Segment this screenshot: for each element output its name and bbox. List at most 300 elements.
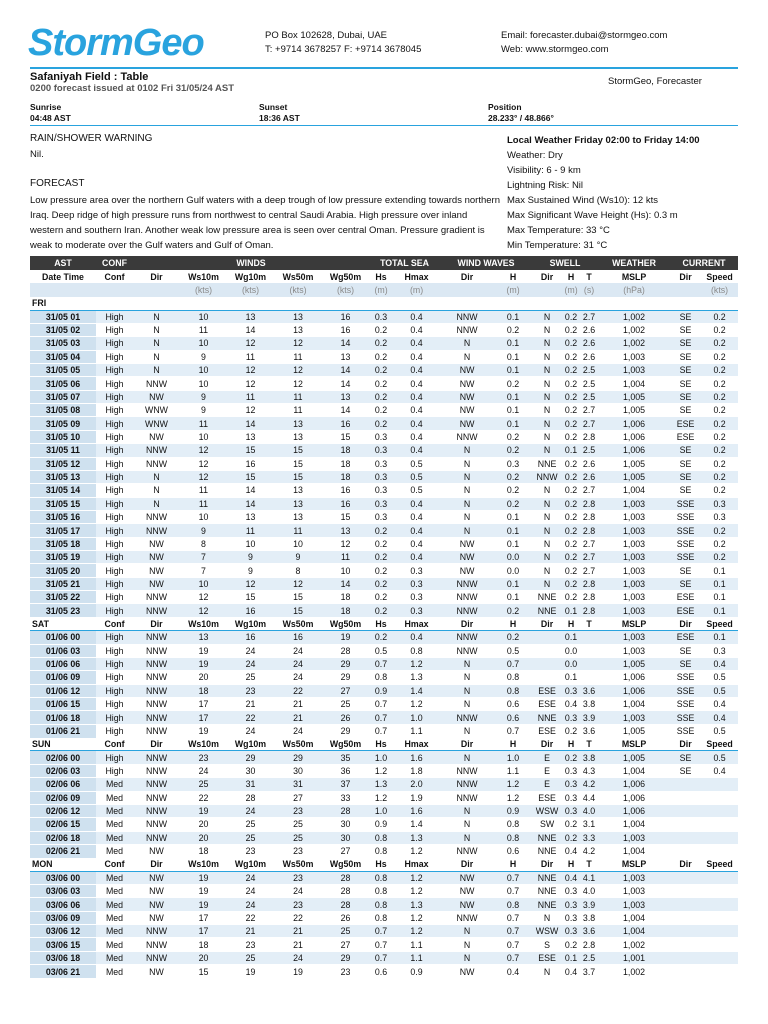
table-cell: 1,003 bbox=[598, 871, 670, 884]
table-cell: WSW bbox=[532, 925, 562, 938]
column-header: Date Time bbox=[42, 271, 84, 282]
group-header: CURRENT bbox=[670, 256, 738, 270]
table-cell: High bbox=[96, 310, 133, 323]
table-cell: NW bbox=[133, 551, 180, 564]
table-cell: High bbox=[96, 377, 133, 390]
day-label: SAT bbox=[32, 618, 49, 629]
unit-cell bbox=[670, 283, 701, 296]
table-cell: 13 bbox=[274, 484, 322, 497]
table-cell: 27 bbox=[322, 938, 369, 951]
table-cell: 28 bbox=[322, 885, 369, 898]
table-cell bbox=[670, 925, 701, 938]
table-cell: 1,004 bbox=[598, 911, 670, 924]
table-cell: 31/05 13 bbox=[30, 470, 96, 483]
column-header: Conf bbox=[104, 859, 125, 870]
table-cell: NNW bbox=[440, 644, 494, 657]
table-cell: 0.4 bbox=[393, 377, 440, 390]
table-cell: 26 bbox=[322, 911, 369, 924]
table-cell: 3.8 bbox=[580, 751, 598, 764]
table-cell: NNE bbox=[532, 711, 562, 724]
column-header: Dir bbox=[150, 271, 163, 282]
table-cell: 13 bbox=[227, 510, 274, 523]
table-cell: 13 bbox=[227, 310, 274, 323]
table-cell: 12 bbox=[227, 337, 274, 350]
table-cell: 17 bbox=[180, 711, 227, 724]
table-cell: 15 bbox=[227, 444, 274, 457]
table-cell: High bbox=[96, 497, 133, 510]
table-cell: 0.5 bbox=[393, 484, 440, 497]
table-cell: 31 bbox=[274, 778, 322, 791]
table-cell: NNW bbox=[133, 764, 180, 777]
table-cell: 2.6 bbox=[580, 323, 598, 336]
column-header: Hmax bbox=[404, 271, 429, 282]
table-cell: N bbox=[440, 470, 494, 483]
table-cell: 1,003 bbox=[598, 350, 670, 363]
table-cell: 25 bbox=[322, 698, 369, 711]
table-cell: NNW bbox=[133, 791, 180, 804]
table-cell bbox=[701, 885, 738, 898]
table-cell: 1,003 bbox=[598, 510, 670, 523]
table-cell bbox=[701, 951, 738, 964]
unit-cell: (hPa) bbox=[598, 283, 670, 296]
table-cell: 0.8 bbox=[369, 844, 393, 857]
table-cell: 1,003 bbox=[598, 577, 670, 590]
table-cell: 28 bbox=[322, 871, 369, 884]
table-cell: N bbox=[532, 364, 562, 377]
day-header-row bbox=[30, 858, 738, 871]
table-cell: Med bbox=[96, 871, 133, 884]
table-cell: 12 bbox=[227, 404, 274, 417]
day-header-row bbox=[30, 297, 738, 310]
table-cell: 30 bbox=[274, 764, 322, 777]
table-cell: NNW bbox=[133, 751, 180, 764]
table-cell: NNE bbox=[532, 457, 562, 470]
table-cell bbox=[701, 938, 738, 951]
table-cell: 0.3 bbox=[562, 711, 580, 724]
table-cell: 7 bbox=[180, 551, 227, 564]
table-cell: 0.2 bbox=[562, 390, 580, 403]
table-cell: WNW bbox=[133, 404, 180, 417]
table-cell: 1,004 bbox=[598, 764, 670, 777]
table-cell bbox=[580, 644, 598, 657]
table-cell: 2.8 bbox=[580, 510, 598, 523]
table-cell: 24 bbox=[274, 644, 322, 657]
table-cell: 0.2 bbox=[562, 831, 580, 844]
table-cell: NW bbox=[440, 871, 494, 884]
table-cell: 01/06 00 bbox=[30, 631, 96, 644]
table-cell: NNW bbox=[440, 844, 494, 857]
table-cell: NW bbox=[133, 577, 180, 590]
table-cell: 0.4 bbox=[393, 551, 440, 564]
table-cell: 0.6 bbox=[494, 711, 532, 724]
table-cell: 22 bbox=[274, 911, 322, 924]
table-cell: 0.1 bbox=[494, 404, 532, 417]
table-cell: 21 bbox=[274, 925, 322, 938]
table-cell: 0.4 bbox=[393, 430, 440, 443]
table-cell: High bbox=[96, 524, 133, 537]
table-cell: 23 bbox=[274, 804, 322, 817]
table-cell: 2.8 bbox=[580, 497, 598, 510]
table-cell: SE bbox=[670, 751, 701, 764]
table-cell: 0.4 bbox=[393, 404, 440, 417]
table-cell: 15 bbox=[274, 604, 322, 617]
table-cell: 0.1 bbox=[494, 537, 532, 550]
column-header: T bbox=[586, 618, 592, 629]
table-cell: SSE bbox=[670, 497, 701, 510]
column-header: Wg10m bbox=[234, 618, 267, 629]
table-cell: 9 bbox=[180, 350, 227, 363]
table-cell: 0.2 bbox=[369, 631, 393, 644]
table-cell: SSE bbox=[670, 684, 701, 697]
table-cell: 22 bbox=[227, 711, 274, 724]
table-cell: 24 bbox=[274, 951, 322, 964]
column-header: Hmax bbox=[404, 618, 429, 629]
table-cell: NNW bbox=[133, 684, 180, 697]
table-cell: 0.3 bbox=[393, 577, 440, 590]
table-cell: 0.3 bbox=[369, 444, 393, 457]
table-cell: 0.2 bbox=[701, 444, 738, 457]
table-cell: 17 bbox=[180, 925, 227, 938]
table-cell: 31/05 04 bbox=[30, 350, 96, 363]
table-cell: 0.2 bbox=[369, 591, 393, 604]
table-row bbox=[30, 337, 738, 350]
column-header: H bbox=[567, 618, 575, 629]
table-cell: N bbox=[440, 698, 494, 711]
table-cell: S bbox=[532, 938, 562, 951]
table-cell: 0.8 bbox=[369, 671, 393, 684]
table-cell: 03/06 21 bbox=[30, 965, 96, 978]
table-cell: 15 bbox=[274, 591, 322, 604]
table-cell: 23 bbox=[227, 938, 274, 951]
group-header-row bbox=[30, 256, 738, 270]
table-row bbox=[30, 938, 738, 951]
column-header: Conf bbox=[104, 618, 125, 629]
email-link[interactable]: Email: forecaster.dubai@stormgeo.com bbox=[501, 30, 668, 41]
table-cell: 1,005 bbox=[598, 724, 670, 737]
table-cell: NNE bbox=[532, 844, 562, 857]
day-header-row bbox=[30, 617, 738, 630]
table-cell: 15 bbox=[274, 470, 322, 483]
table-cell: 0.2 bbox=[369, 551, 393, 564]
table-cell: SSE bbox=[670, 724, 701, 737]
table-cell: 31/05 17 bbox=[30, 524, 96, 537]
table-cell: SE bbox=[670, 310, 701, 323]
table-cell: N bbox=[532, 965, 562, 978]
column-header: Dir bbox=[540, 618, 554, 629]
table-cell: 10 bbox=[180, 510, 227, 523]
table-cell: 01/06 15 bbox=[30, 698, 96, 711]
table-cell: 0.2 bbox=[494, 377, 532, 390]
table-cell: 0.2 bbox=[369, 350, 393, 363]
table-cell: 02/06 06 bbox=[30, 778, 96, 791]
table-cell bbox=[670, 965, 701, 978]
table-cell: 1,003 bbox=[598, 604, 670, 617]
table-cell: SSE bbox=[670, 671, 701, 684]
column-header: Wg50m bbox=[329, 859, 362, 870]
table-cell: 4.2 bbox=[580, 844, 598, 857]
table-row bbox=[30, 364, 738, 377]
table-cell: High bbox=[96, 657, 133, 670]
table-row bbox=[30, 684, 738, 697]
table-cell: 1,003 bbox=[598, 831, 670, 844]
table-cell: 0.2 bbox=[562, 551, 580, 564]
table-cell: 01/06 03 bbox=[30, 644, 96, 657]
table-cell: 0.3 bbox=[369, 310, 393, 323]
table-cell: 0.4 bbox=[701, 764, 738, 777]
table-cell: NNW bbox=[440, 604, 494, 617]
table-cell: NNW bbox=[133, 644, 180, 657]
table-cell: 0.4 bbox=[393, 337, 440, 350]
table-cell: High bbox=[96, 337, 133, 350]
table-cell: N bbox=[532, 337, 562, 350]
table-row bbox=[30, 778, 738, 791]
table-cell: NNE bbox=[532, 604, 562, 617]
unit-cell: (s) bbox=[580, 283, 598, 296]
column-header-row bbox=[30, 270, 738, 283]
table-cell: 0.8 bbox=[369, 831, 393, 844]
table-cell: SE bbox=[670, 470, 701, 483]
table-cell: NW bbox=[440, 551, 494, 564]
table-cell: 27 bbox=[322, 684, 369, 697]
table-cell: N bbox=[532, 350, 562, 363]
table-cell: 16 bbox=[274, 631, 322, 644]
table-cell: 1.1 bbox=[393, 938, 440, 951]
table-cell: 29 bbox=[322, 671, 369, 684]
table-cell: SSE bbox=[670, 537, 701, 550]
table-cell: WNW bbox=[133, 417, 180, 430]
table-cell: N bbox=[440, 938, 494, 951]
table-cell: 1,005 bbox=[598, 457, 670, 470]
address-line: PO Box 102628, Dubai, UAE bbox=[265, 30, 387, 41]
table-cell: 2.6 bbox=[580, 350, 598, 363]
table-cell: 0.2 bbox=[562, 537, 580, 550]
table-cell: 1.3 bbox=[393, 831, 440, 844]
table-cell: 03/06 03 bbox=[30, 885, 96, 898]
table-cell: 0.5 bbox=[393, 457, 440, 470]
table-cell: High bbox=[96, 604, 133, 617]
table-row bbox=[30, 885, 738, 898]
table-cell: 1.8 bbox=[393, 764, 440, 777]
table-cell bbox=[670, 885, 701, 898]
table-cell: 25 bbox=[322, 925, 369, 938]
table-cell: 31/05 20 bbox=[30, 564, 96, 577]
table-row bbox=[30, 898, 738, 911]
table-cell: 22 bbox=[274, 684, 322, 697]
table-cell: 12 bbox=[180, 444, 227, 457]
table-cell: 24 bbox=[227, 885, 274, 898]
table-cell: High bbox=[96, 364, 133, 377]
local-weather-line: Weather: Dry bbox=[507, 150, 563, 161]
table-cell bbox=[701, 791, 738, 804]
table-cell: 1.2 bbox=[369, 764, 393, 777]
table-cell bbox=[701, 911, 738, 924]
table-cell: 1,004 bbox=[598, 698, 670, 711]
table-cell: 1.4 bbox=[393, 818, 440, 831]
table-cell: 2.6 bbox=[580, 470, 598, 483]
table-cell: 0.2 bbox=[701, 537, 738, 550]
table-cell: 0.4 bbox=[393, 510, 440, 523]
table-cell: 13 bbox=[322, 524, 369, 537]
table-cell: 16 bbox=[227, 604, 274, 617]
table-cell: 13 bbox=[180, 631, 227, 644]
table-cell: N bbox=[440, 751, 494, 764]
table-row bbox=[30, 925, 738, 938]
table-cell: 1.3 bbox=[393, 671, 440, 684]
table-cell: 0.7 bbox=[369, 698, 393, 711]
table-cell: 9 bbox=[274, 551, 322, 564]
table-cell: 15 bbox=[180, 965, 227, 978]
table-cell: 11 bbox=[322, 551, 369, 564]
table-cell: 0.2 bbox=[562, 591, 580, 604]
table-cell: 17 bbox=[180, 698, 227, 711]
column-header: MSLP bbox=[621, 859, 647, 870]
table-cell: 11 bbox=[227, 350, 274, 363]
column-header: Ws50m bbox=[282, 271, 314, 282]
table-cell: ESE bbox=[532, 724, 562, 737]
table-cell: 02/06 18 bbox=[30, 831, 96, 844]
table-cell: 1.2 bbox=[393, 885, 440, 898]
table-cell: 11 bbox=[227, 524, 274, 537]
table-cell: 25 bbox=[180, 778, 227, 791]
table-row bbox=[30, 551, 738, 564]
table-cell: 0.2 bbox=[562, 470, 580, 483]
table-cell: 8 bbox=[274, 564, 322, 577]
table-cell: Med bbox=[96, 818, 133, 831]
table-cell: NNE bbox=[532, 591, 562, 604]
table-cell: 22 bbox=[180, 791, 227, 804]
table-cell: 0.3 bbox=[369, 470, 393, 483]
table-cell: 0.6 bbox=[494, 844, 532, 857]
table-row bbox=[30, 804, 738, 817]
table-cell: 03/06 00 bbox=[30, 871, 96, 884]
table-cell: N bbox=[440, 804, 494, 817]
table-cell: 0.8 bbox=[494, 818, 532, 831]
table-cell: 0.2 bbox=[562, 497, 580, 510]
table-cell: 1,006 bbox=[598, 671, 670, 684]
group-header: WIND WAVES bbox=[440, 256, 532, 270]
table-cell: 0.2 bbox=[562, 938, 580, 951]
table-cell: 1,003 bbox=[598, 631, 670, 644]
issue-line: 0200 forecast issued at 0102 Fri 31/05/24 AST bbox=[30, 83, 235, 94]
table-cell: 25 bbox=[227, 951, 274, 964]
table-cell: 31/05 19 bbox=[30, 551, 96, 564]
table-cell: 0.2 bbox=[562, 457, 580, 470]
table-row bbox=[30, 430, 738, 443]
table-cell: 0.2 bbox=[562, 564, 580, 577]
table-cell: N bbox=[440, 510, 494, 523]
table-cell: 0.2 bbox=[701, 364, 738, 377]
address-block bbox=[265, 29, 421, 56]
column-header: H bbox=[567, 739, 575, 749]
column-header: T bbox=[586, 739, 592, 749]
table-cell: 0.2 bbox=[562, 350, 580, 363]
table-cell bbox=[532, 644, 562, 657]
table-cell: 02/06 21 bbox=[30, 844, 96, 857]
table-cell: 1.2 bbox=[393, 871, 440, 884]
table-cell: NNW bbox=[133, 457, 180, 470]
table-cell: 13 bbox=[274, 430, 322, 443]
table-cell: 0.2 bbox=[369, 404, 393, 417]
table-cell: 03/06 15 bbox=[30, 938, 96, 951]
table-cell: High bbox=[96, 577, 133, 590]
table-row bbox=[30, 671, 738, 684]
table-cell: 0.2 bbox=[369, 390, 393, 403]
column-header: Dir bbox=[679, 618, 692, 629]
column-header: Dir bbox=[540, 739, 554, 749]
column-header: MSLP bbox=[621, 739, 647, 749]
table-cell: 23 bbox=[227, 684, 274, 697]
table-cell: 0.4 bbox=[393, 390, 440, 403]
table-cell: 0.7 bbox=[494, 938, 532, 951]
table-cell: SE bbox=[670, 444, 701, 457]
table-cell: 29 bbox=[227, 751, 274, 764]
table-cell: 25 bbox=[274, 831, 322, 844]
table-row bbox=[30, 604, 738, 617]
table-cell: 18 bbox=[322, 444, 369, 457]
table-cell: 1,003 bbox=[598, 564, 670, 577]
table-cell: 0.2 bbox=[701, 323, 738, 336]
table-cell: SW bbox=[532, 818, 562, 831]
table-cell: 0.9 bbox=[494, 804, 532, 817]
table-cell: 18 bbox=[322, 457, 369, 470]
table-cell: 1,002 bbox=[598, 310, 670, 323]
table-cell: 0.2 bbox=[701, 417, 738, 430]
table-cell: 0.7 bbox=[369, 724, 393, 737]
column-header: Speed bbox=[706, 618, 733, 629]
table-cell: 0.1 bbox=[562, 444, 580, 457]
table-cell: 21 bbox=[274, 938, 322, 951]
table-cell: Med bbox=[96, 925, 133, 938]
stormgeo-logo: StormGeo bbox=[28, 22, 204, 64]
local-weather-line: Max Sustained Wind (Ws10): 12 kts bbox=[507, 195, 658, 206]
table-cell: 31/05 03 bbox=[30, 337, 96, 350]
table-cell: 31/05 08 bbox=[30, 404, 96, 417]
column-header: Hs bbox=[375, 618, 387, 629]
table-cell: NNW bbox=[440, 764, 494, 777]
table-cell: N bbox=[532, 417, 562, 430]
table-cell: 0.0 bbox=[562, 657, 580, 670]
table-cell: 0.2 bbox=[562, 484, 580, 497]
table-cell: 23 bbox=[180, 751, 227, 764]
table-cell: 29 bbox=[274, 751, 322, 764]
table-row bbox=[30, 831, 738, 844]
table-cell: 0.2 bbox=[369, 537, 393, 550]
table-cell: 0.4 bbox=[393, 497, 440, 510]
table-cell: 0.1 bbox=[494, 364, 532, 377]
table-cell: 0.3 bbox=[369, 430, 393, 443]
table-cell: 20 bbox=[180, 671, 227, 684]
column-header: T bbox=[586, 271, 592, 282]
table-cell: High bbox=[96, 564, 133, 577]
table-cell: 0.2 bbox=[562, 417, 580, 430]
table-row bbox=[30, 350, 738, 363]
web-link[interactable]: Web: www.stormgeo.com bbox=[501, 43, 609, 55]
table-cell: 19 bbox=[180, 871, 227, 884]
table-cell: 0.7 bbox=[494, 657, 532, 670]
table-cell: 01/06 18 bbox=[30, 711, 96, 724]
table-cell bbox=[670, 898, 701, 911]
table-cell: N bbox=[440, 724, 494, 737]
table-cell bbox=[670, 831, 701, 844]
table-cell: 11 bbox=[180, 484, 227, 497]
sunrise-value: 04:48 AST bbox=[30, 113, 71, 123]
table-cell: 1,004 bbox=[598, 844, 670, 857]
column-header: Wg50m bbox=[329, 618, 362, 629]
table-cell: NW bbox=[133, 871, 180, 884]
report-title: Safaniyah Field : Table bbox=[30, 71, 149, 83]
table-cell: 0.7 bbox=[369, 711, 393, 724]
table-cell: 19 bbox=[180, 804, 227, 817]
